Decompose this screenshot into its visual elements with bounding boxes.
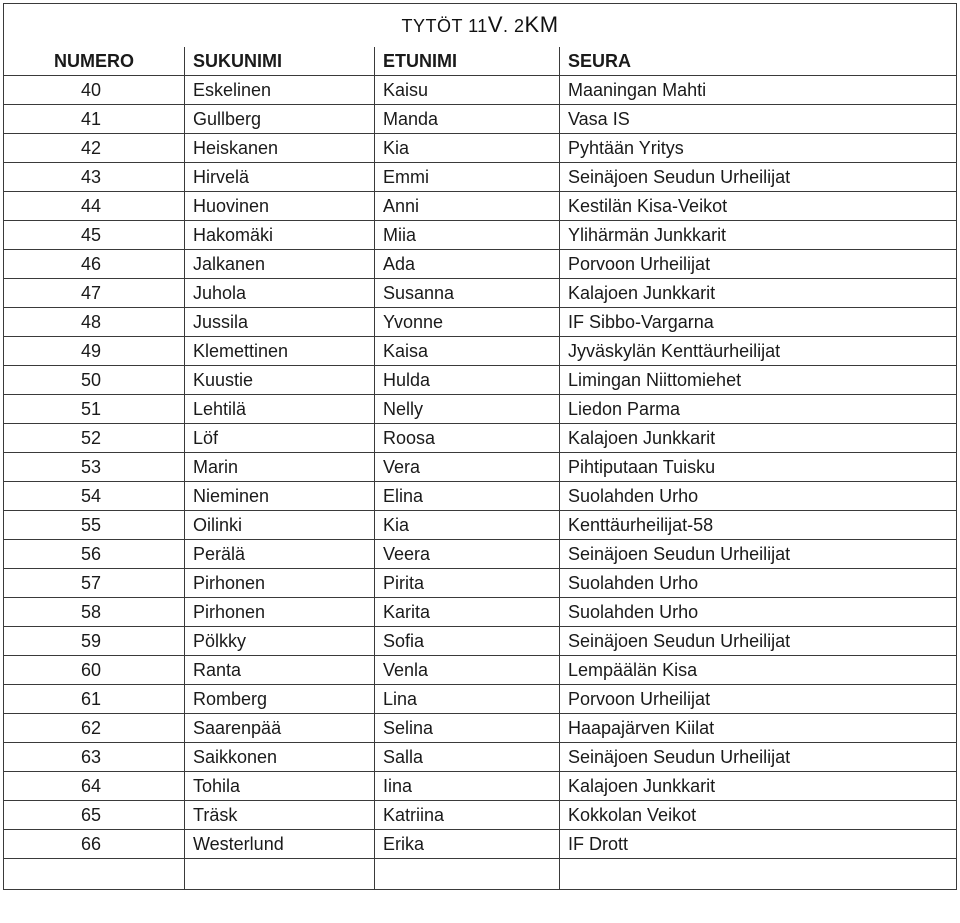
row-number: 46 [4, 250, 185, 279]
row-club: Limingan Niittomiehet [560, 366, 957, 395]
row-club: Porvoon Urheilijat [560, 685, 957, 714]
row-firstname: Karita [375, 598, 560, 627]
table-row [4, 424, 957, 453]
row-surname: Ranta [185, 656, 375, 685]
row-firstname: Venla [375, 656, 560, 685]
empty-cell [4, 859, 185, 890]
row-surname: Saikkonen [185, 743, 375, 772]
row-surname: Saarenpää [185, 714, 375, 743]
row-club: Kokkolan Veikot [560, 801, 957, 830]
title-row [4, 4, 957, 48]
row-club: Vasa IS [560, 105, 957, 134]
row-firstname: Sofia [375, 627, 560, 656]
row-number: 54 [4, 482, 185, 511]
row-surname: Perälä [185, 540, 375, 569]
row-club: Ylihärmän Junkkarit [560, 221, 957, 250]
row-firstname: Iina [375, 772, 560, 801]
table-row [4, 337, 957, 366]
row-surname: Löf [185, 424, 375, 453]
row-club: Seinäjoen Seudun Urheilijat [560, 163, 957, 192]
table-row [4, 76, 957, 105]
table-row [4, 482, 957, 511]
table-row [4, 772, 957, 801]
table-row [4, 308, 957, 337]
table-row [4, 163, 957, 192]
table-row [4, 569, 957, 598]
empty-row [4, 859, 957, 890]
row-number: 59 [4, 627, 185, 656]
row-number: 43 [4, 163, 185, 192]
table-row [4, 801, 957, 830]
table-row [4, 540, 957, 569]
row-club: Liedon Parma [560, 395, 957, 424]
row-firstname: Salla [375, 743, 560, 772]
row-surname: Gullberg [185, 105, 375, 134]
row-surname: Pölkky [185, 627, 375, 656]
row-surname: Jussila [185, 308, 375, 337]
row-surname: Juhola [185, 279, 375, 308]
row-surname: Tohila [185, 772, 375, 801]
row-firstname: Erika [375, 830, 560, 859]
table-row [4, 366, 957, 395]
row-number: 41 [4, 105, 185, 134]
row-number: 45 [4, 221, 185, 250]
row-number: 48 [4, 308, 185, 337]
row-firstname: Anni [375, 192, 560, 221]
row-number: 65 [4, 801, 185, 830]
row-firstname: Pirita [375, 569, 560, 598]
table-row [4, 395, 957, 424]
title-main: TYTÖT 11 [401, 16, 488, 36]
row-surname: Träsk [185, 801, 375, 830]
row-firstname: Katriina [375, 801, 560, 830]
row-firstname: Manda [375, 105, 560, 134]
row-club: Haapajärven Kiilat [560, 714, 957, 743]
header-club: SEURA [560, 47, 957, 76]
row-number: 47 [4, 279, 185, 308]
row-club: Suolahden Urho [560, 598, 957, 627]
row-club: Suolahden Urho [560, 569, 957, 598]
page-title [4, 4, 957, 48]
row-number: 44 [4, 192, 185, 221]
row-firstname: Lina [375, 685, 560, 714]
row-surname: Westerlund [185, 830, 375, 859]
row-number: 56 [4, 540, 185, 569]
row-club: Seinäjoen Seudun Urheilijat [560, 743, 957, 772]
table-row [4, 134, 957, 163]
row-firstname: Kia [375, 134, 560, 163]
table-row [4, 279, 957, 308]
empty-cell [185, 859, 375, 890]
title-v: V [487, 12, 504, 37]
row-surname: Marin [185, 453, 375, 482]
row-firstname: Susanna [375, 279, 560, 308]
row-firstname: Kia [375, 511, 560, 540]
row-surname: Oilinki [185, 511, 375, 540]
row-firstname: Miia [375, 221, 560, 250]
table-row [4, 511, 957, 540]
row-number: 63 [4, 743, 185, 772]
row-club: Maaningan Mahti [560, 76, 957, 105]
row-club: Jyväskylän Kenttäurheilijat [560, 337, 957, 366]
row-club: IF Sibbo-Vargarna [560, 308, 957, 337]
row-number: 58 [4, 598, 185, 627]
title-km: KM [524, 12, 559, 37]
row-surname: Hirvelä [185, 163, 375, 192]
table-row [4, 598, 957, 627]
participant-table [3, 3, 957, 890]
row-club: Seinäjoen Seudun Urheilijat [560, 540, 957, 569]
row-number: 66 [4, 830, 185, 859]
empty-cell [560, 859, 957, 890]
table-row [4, 250, 957, 279]
row-club: Suolahden Urho [560, 482, 957, 511]
row-club: Kalajoen Junkkarit [560, 279, 957, 308]
row-number: 55 [4, 511, 185, 540]
row-surname: Eskelinen [185, 76, 375, 105]
row-surname: Klemettinen [185, 337, 375, 366]
header-firstname: ETUNIMI [375, 47, 560, 76]
row-club: Kalajoen Junkkarit [560, 424, 957, 453]
table-row [4, 627, 957, 656]
table-body [4, 76, 957, 890]
table-row [4, 685, 957, 714]
row-firstname: Roosa [375, 424, 560, 453]
table-row [4, 743, 957, 772]
table-row [4, 656, 957, 685]
row-surname: Kuustie [185, 366, 375, 395]
row-surname: Nieminen [185, 482, 375, 511]
row-surname: Romberg [185, 685, 375, 714]
title-distance: . 2 [503, 16, 525, 36]
table-row [4, 453, 957, 482]
row-club: Seinäjoen Seudun Urheilijat [560, 627, 957, 656]
row-number: 51 [4, 395, 185, 424]
header-surname: SUKUNIMI [185, 47, 375, 76]
row-firstname: Veera [375, 540, 560, 569]
table-row [4, 105, 957, 134]
row-number: 61 [4, 685, 185, 714]
row-firstname: Nelly [375, 395, 560, 424]
row-club: Pyhtään Yritys [560, 134, 957, 163]
row-surname: Lehtilä [185, 395, 375, 424]
row-surname: Hakomäki [185, 221, 375, 250]
row-firstname: Emmi [375, 163, 560, 192]
row-number: 64 [4, 772, 185, 801]
row-club: IF Drott [560, 830, 957, 859]
row-club: Kenttäurheilijat-58 [560, 511, 957, 540]
row-number: 62 [4, 714, 185, 743]
row-club: Kalajoen Junkkarit [560, 772, 957, 801]
row-firstname: Elina [375, 482, 560, 511]
row-firstname: Ada [375, 250, 560, 279]
row-number: 42 [4, 134, 185, 163]
row-firstname: Selina [375, 714, 560, 743]
row-club: Lempäälän Kisa [560, 656, 957, 685]
row-number: 57 [4, 569, 185, 598]
row-firstname: Hulda [375, 366, 560, 395]
row-surname: Pirhonen [185, 569, 375, 598]
row-surname: Jalkanen [185, 250, 375, 279]
row-surname: Pirhonen [185, 598, 375, 627]
row-club: Pihtiputaan Tuisku [560, 453, 957, 482]
row-number: 49 [4, 337, 185, 366]
row-club: Kestilän Kisa-Veikot [560, 192, 957, 221]
row-firstname: Kaisu [375, 76, 560, 105]
row-surname: Huovinen [185, 192, 375, 221]
table-row [4, 192, 957, 221]
table-row [4, 830, 957, 859]
row-number: 40 [4, 76, 185, 105]
empty-cell [375, 859, 560, 890]
row-number: 50 [4, 366, 185, 395]
row-number: 60 [4, 656, 185, 685]
row-club: Porvoon Urheilijat [560, 250, 957, 279]
header-number: NUMERO [4, 47, 185, 76]
row-number: 53 [4, 453, 185, 482]
table-row [4, 221, 957, 250]
table-row [4, 714, 957, 743]
row-firstname: Yvonne [375, 308, 560, 337]
row-firstname: Vera [375, 453, 560, 482]
row-number: 52 [4, 424, 185, 453]
row-firstname: Kaisa [375, 337, 560, 366]
row-surname: Heiskanen [185, 134, 375, 163]
header-row [4, 47, 957, 76]
